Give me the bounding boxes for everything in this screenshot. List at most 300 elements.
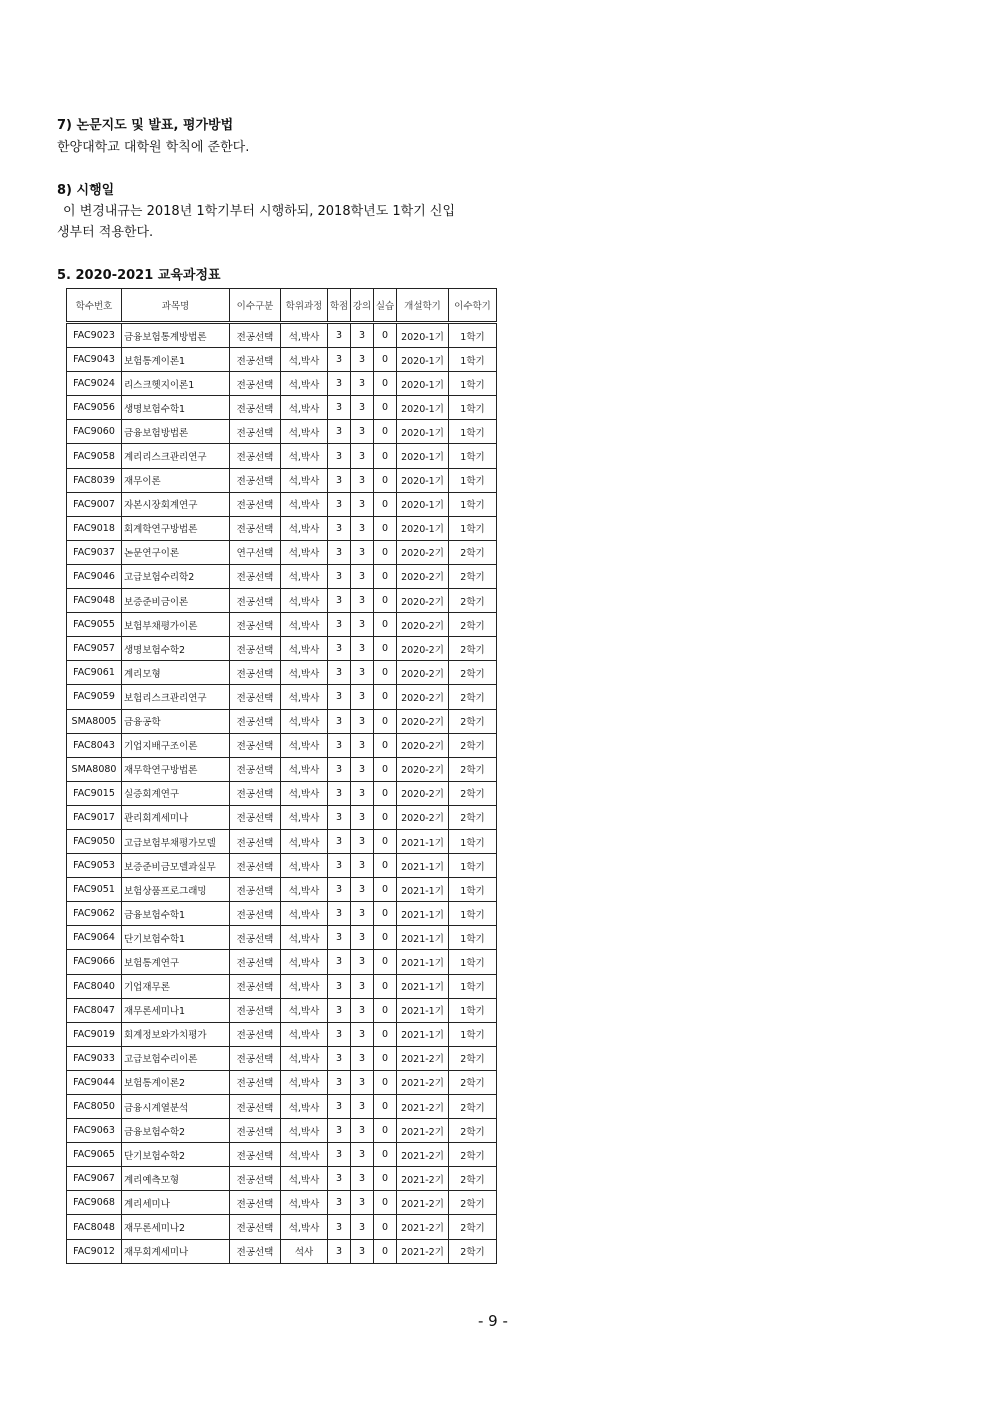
credits-cell: 3 (328, 1022, 351, 1046)
category-cell: 전공선택 (230, 757, 281, 781)
table-row (67, 540, 497, 564)
category-cell: 전공선택 (230, 950, 281, 974)
category-cell: 전공선택 (230, 1191, 281, 1215)
course-code-cell: FAC9023 (67, 323, 122, 348)
category-cell: 전공선택 (230, 661, 281, 685)
table-row (67, 781, 497, 805)
degree-cell: 석,박사 (281, 1022, 328, 1046)
credits-cell: 3 (328, 637, 351, 661)
category-cell: 전공선택 (230, 613, 281, 637)
category-cell: 전공선택 (230, 420, 281, 444)
open-term-cell: 2021-2기 (397, 1070, 449, 1094)
take-term-cell: 1학기 (449, 998, 497, 1022)
take-term-cell: 2학기 (449, 1095, 497, 1119)
category-cell: 전공선택 (230, 1070, 281, 1094)
credits-cell: 3 (328, 323, 351, 348)
degree-cell: 석,박사 (281, 685, 328, 709)
course-name-cell: 금융보험수학2 (122, 1119, 230, 1143)
table-row (67, 1022, 497, 1046)
category-cell: 전공선택 (230, 1022, 281, 1046)
course-code-cell: FAC8043 (67, 733, 122, 757)
degree-cell: 석,박사 (281, 854, 328, 878)
table-row (67, 757, 497, 781)
practice-cell: 0 (374, 661, 397, 685)
open-term-cell: 2021-2기 (397, 1215, 449, 1239)
open-term-cell: 2021-2기 (397, 1191, 449, 1215)
course-code-cell: FAC8039 (67, 468, 122, 492)
header-category: 이수구분 (230, 289, 281, 323)
header-practice: 실습 (374, 289, 397, 323)
page-number: - 9 - (478, 1312, 508, 1330)
category-cell: 전공선택 (230, 974, 281, 998)
category-cell: 전공선택 (230, 902, 281, 926)
take-term-cell: 2학기 (449, 1070, 497, 1094)
table-row (67, 1215, 497, 1239)
credits-cell: 3 (328, 902, 351, 926)
lecture-cell: 3 (351, 974, 374, 998)
open-term-cell: 2020-2기 (397, 564, 449, 588)
table-row (67, 323, 497, 348)
table-row (67, 468, 497, 492)
credits-cell: 3 (328, 1095, 351, 1119)
degree-cell: 석,박사 (281, 564, 328, 588)
course-name-cell: 재무론세미나1 (122, 998, 230, 1022)
category-cell: 전공선택 (230, 709, 281, 733)
open-term-cell: 2020-1기 (397, 372, 449, 396)
table-row (67, 974, 497, 998)
credits-cell: 3 (328, 950, 351, 974)
lecture-cell: 3 (351, 757, 374, 781)
degree-cell: 석,박사 (281, 1143, 328, 1167)
table-row (67, 516, 497, 540)
category-cell: 전공선택 (230, 998, 281, 1022)
category-cell: 전공선택 (230, 781, 281, 805)
take-term-cell: 2학기 (449, 637, 497, 661)
table-row (67, 637, 497, 661)
section-8-line-1: 이 변경내규는 2018년 1학기부터 시행하되, 2018학년도 1학기 신입 (63, 204, 456, 219)
table-row (67, 1239, 497, 1263)
course-code-cell: FAC9050 (67, 829, 122, 853)
take-term-cell: 1학기 (449, 468, 497, 492)
degree-cell: 석,박사 (281, 1215, 328, 1239)
open-term-cell: 2021-2기 (397, 1119, 449, 1143)
course-name-cell: 기업지배구조이론 (122, 733, 230, 757)
practice-cell: 0 (374, 1119, 397, 1143)
table-row (67, 1070, 497, 1094)
course-name-cell: 금융보험수학1 (122, 902, 230, 926)
take-term-cell: 2학기 (449, 661, 497, 685)
table-row (67, 1095, 497, 1119)
open-term-cell: 2020-2기 (397, 805, 449, 829)
category-cell: 전공선택 (230, 323, 281, 348)
category-cell: 전공선택 (230, 348, 281, 372)
degree-cell: 석,박사 (281, 637, 328, 661)
credits-cell: 3 (328, 1215, 351, 1239)
course-code-cell: FAC9033 (67, 1046, 122, 1070)
lecture-cell: 3 (351, 1239, 374, 1263)
degree-cell: 석,박사 (281, 589, 328, 613)
course-name-cell: 관리회계세미나 (122, 805, 230, 829)
take-term-cell: 1학기 (449, 323, 497, 348)
take-term-cell: 1학기 (449, 396, 497, 420)
take-term-cell: 2학기 (449, 540, 497, 564)
table-row (67, 926, 497, 950)
open-term-cell: 2021-2기 (397, 1046, 449, 1070)
practice-cell: 0 (374, 589, 397, 613)
course-name-cell: 단기보험수학2 (122, 1143, 230, 1167)
course-code-cell: FAC9066 (67, 950, 122, 974)
course-name-cell: 재무이론 (122, 468, 230, 492)
category-cell: 전공선택 (230, 396, 281, 420)
practice-cell: 0 (374, 878, 397, 902)
table-row (67, 1143, 497, 1167)
open-term-cell: 2021-1기 (397, 974, 449, 998)
lecture-cell: 3 (351, 805, 374, 829)
take-term-cell: 2학기 (449, 1167, 497, 1191)
table-row (67, 950, 497, 974)
take-term-cell: 1학기 (449, 854, 497, 878)
table-row (67, 1119, 497, 1143)
practice-cell: 0 (374, 1239, 397, 1263)
course-name-cell: 회계학연구방법론 (122, 516, 230, 540)
take-term-cell: 2학기 (449, 1143, 497, 1167)
table-header-row (67, 289, 497, 323)
lecture-cell: 3 (351, 323, 374, 348)
practice-cell: 0 (374, 902, 397, 926)
lecture-cell: 3 (351, 1022, 374, 1046)
course-name-cell: 보험통계연구 (122, 950, 230, 974)
course-code-cell: FAC9019 (67, 1022, 122, 1046)
course-code-cell: FAC9044 (67, 1070, 122, 1094)
curriculum-table (66, 288, 497, 1264)
course-name-cell: 계리리스크관리연구 (122, 444, 230, 468)
course-name-cell: 생명보험수학1 (122, 396, 230, 420)
take-term-cell: 1학기 (449, 372, 497, 396)
take-term-cell: 1학기 (449, 420, 497, 444)
course-name-cell: 재무론세미나2 (122, 1215, 230, 1239)
credits-cell: 3 (328, 564, 351, 588)
course-name-cell: 금융시계열분석 (122, 1095, 230, 1119)
degree-cell: 석,박사 (281, 540, 328, 564)
degree-cell: 석,박사 (281, 348, 328, 372)
header-course-name: 과목명 (122, 289, 230, 323)
open-term-cell: 2020-1기 (397, 444, 449, 468)
category-cell: 전공선택 (230, 637, 281, 661)
open-term-cell: 2021-1기 (397, 902, 449, 926)
open-term-cell: 2021-1기 (397, 950, 449, 974)
credits-cell: 3 (328, 516, 351, 540)
credits-cell: 3 (328, 589, 351, 613)
lecture-cell: 3 (351, 492, 374, 516)
lecture-cell: 3 (351, 396, 374, 420)
open-term-cell: 2020-1기 (397, 420, 449, 444)
course-name-cell: 보험상품프로그래밍 (122, 878, 230, 902)
degree-cell: 석,박사 (281, 829, 328, 853)
credits-cell: 3 (328, 372, 351, 396)
category-cell: 전공선택 (230, 1167, 281, 1191)
lecture-cell: 3 (351, 637, 374, 661)
category-cell: 전공선택 (230, 1046, 281, 1070)
degree-cell: 석,박사 (281, 1095, 328, 1119)
category-cell: 전공선택 (230, 516, 281, 540)
practice-cell: 0 (374, 1070, 397, 1094)
credits-cell: 3 (328, 998, 351, 1022)
course-name-cell: 보험부채평가이론 (122, 613, 230, 637)
take-term-cell: 1학기 (449, 950, 497, 974)
credits-cell: 3 (328, 685, 351, 709)
degree-cell: 석,박사 (281, 1046, 328, 1070)
degree-cell: 석사 (281, 1239, 328, 1263)
course-code-cell: FAC9057 (67, 637, 122, 661)
open-term-cell: 2021-1기 (397, 1022, 449, 1046)
credits-cell: 3 (328, 1046, 351, 1070)
category-cell: 전공선택 (230, 492, 281, 516)
take-term-cell: 2학기 (449, 1046, 497, 1070)
course-code-cell: FAC9012 (67, 1239, 122, 1263)
practice-cell: 0 (374, 492, 397, 516)
course-name-cell: 계리예측모형 (122, 1167, 230, 1191)
open-term-cell: 2020-1기 (397, 492, 449, 516)
table-row (67, 396, 497, 420)
lecture-cell: 3 (351, 564, 374, 588)
lecture-cell: 3 (351, 878, 374, 902)
credits-cell: 3 (328, 1119, 351, 1143)
category-cell: 연구선택 (230, 540, 281, 564)
table-row (67, 564, 497, 588)
section-7-heading: 7) 논문지도 및 발표, 평가방법 (57, 118, 234, 133)
open-term-cell: 2020-1기 (397, 348, 449, 372)
take-term-cell: 2학기 (449, 685, 497, 709)
credits-cell: 3 (328, 661, 351, 685)
course-code-cell: FAC9067 (67, 1167, 122, 1191)
course-name-cell: 금융공학 (122, 709, 230, 733)
lecture-cell: 3 (351, 372, 374, 396)
degree-cell: 석,박사 (281, 468, 328, 492)
practice-cell: 0 (374, 396, 397, 420)
open-term-cell: 2021-1기 (397, 829, 449, 853)
course-name-cell: 보험리스크관리연구 (122, 685, 230, 709)
credits-cell: 3 (328, 468, 351, 492)
lecture-cell: 3 (351, 854, 374, 878)
category-cell: 전공선택 (230, 733, 281, 757)
practice-cell: 0 (374, 420, 397, 444)
credits-cell: 3 (328, 444, 351, 468)
table-row (67, 348, 497, 372)
category-cell: 전공선택 (230, 805, 281, 829)
take-term-cell: 2학기 (449, 757, 497, 781)
table-row (67, 1046, 497, 1070)
practice-cell: 0 (374, 1167, 397, 1191)
course-name-cell: 논문연구이론 (122, 540, 230, 564)
open-term-cell: 2020-2기 (397, 661, 449, 685)
practice-cell: 0 (374, 998, 397, 1022)
course-name-cell: 회계정보와가치평가 (122, 1022, 230, 1046)
course-code-cell: FAC9064 (67, 926, 122, 950)
course-name-cell: 단기보험수학1 (122, 926, 230, 950)
category-cell: 전공선택 (230, 1119, 281, 1143)
course-name-cell: 자본시장회계연구 (122, 492, 230, 516)
open-term-cell: 2020-1기 (397, 516, 449, 540)
practice-cell: 0 (374, 468, 397, 492)
degree-cell: 석,박사 (281, 516, 328, 540)
course-code-cell: FAC9037 (67, 540, 122, 564)
degree-cell: 석,박사 (281, 444, 328, 468)
table-row (67, 613, 497, 637)
take-term-cell: 2학기 (449, 733, 497, 757)
open-term-cell: 2020-1기 (397, 396, 449, 420)
lecture-cell: 3 (351, 613, 374, 637)
practice-cell: 0 (374, 829, 397, 853)
degree-cell: 석,박사 (281, 372, 328, 396)
practice-cell: 0 (374, 444, 397, 468)
degree-cell: 석,박사 (281, 1167, 328, 1191)
open-term-cell: 2021-1기 (397, 926, 449, 950)
category-cell: 전공선택 (230, 372, 281, 396)
open-term-cell: 2020-2기 (397, 540, 449, 564)
table-row (67, 420, 497, 444)
practice-cell: 0 (374, 613, 397, 637)
practice-cell: 0 (374, 733, 397, 757)
lecture-cell: 3 (351, 661, 374, 685)
take-term-cell: 2학기 (449, 589, 497, 613)
course-code-cell: FAC9007 (67, 492, 122, 516)
lecture-cell: 3 (351, 902, 374, 926)
table-row (67, 685, 497, 709)
open-term-cell: 2021-1기 (397, 878, 449, 902)
category-cell: 전공선택 (230, 1143, 281, 1167)
course-name-cell: 보험통계이론1 (122, 348, 230, 372)
table-row (67, 1191, 497, 1215)
open-term-cell: 2020-1기 (397, 468, 449, 492)
degree-cell: 석,박사 (281, 1119, 328, 1143)
lecture-cell: 3 (351, 1095, 374, 1119)
category-cell: 전공선택 (230, 589, 281, 613)
lecture-cell: 3 (351, 589, 374, 613)
open-term-cell: 2021-1기 (397, 854, 449, 878)
credits-cell: 3 (328, 757, 351, 781)
take-term-cell: 1학기 (449, 444, 497, 468)
lecture-cell: 3 (351, 709, 374, 733)
lecture-cell: 3 (351, 516, 374, 540)
lecture-cell: 3 (351, 348, 374, 372)
credits-cell: 3 (328, 1167, 351, 1191)
degree-cell: 석,박사 (281, 396, 328, 420)
degree-cell: 석,박사 (281, 998, 328, 1022)
degree-cell: 석,박사 (281, 492, 328, 516)
practice-cell: 0 (374, 974, 397, 998)
course-code-cell: FAC9060 (67, 420, 122, 444)
take-term-cell: 1학기 (449, 926, 497, 950)
take-term-cell: 1학기 (449, 348, 497, 372)
table-row (67, 805, 497, 829)
open-term-cell: 2021-2기 (397, 1143, 449, 1167)
practice-cell: 0 (374, 685, 397, 709)
category-cell: 전공선택 (230, 685, 281, 709)
table-row (67, 372, 497, 396)
credits-cell: 3 (328, 1191, 351, 1215)
table-row (67, 589, 497, 613)
degree-cell: 석,박사 (281, 781, 328, 805)
open-term-cell: 2020-2기 (397, 709, 449, 733)
course-name-cell: 리스크헷지이론1 (122, 372, 230, 396)
category-cell: 전공선택 (230, 926, 281, 950)
table-row (67, 444, 497, 468)
course-name-cell: 보증준비금모델과실무 (122, 854, 230, 878)
credits-cell: 3 (328, 540, 351, 564)
practice-cell: 0 (374, 516, 397, 540)
credits-cell: 3 (328, 348, 351, 372)
category-cell: 전공선택 (230, 854, 281, 878)
take-term-cell: 1학기 (449, 492, 497, 516)
degree-cell: 석,박사 (281, 950, 328, 974)
degree-cell: 석,박사 (281, 1191, 328, 1215)
degree-cell: 석,박사 (281, 878, 328, 902)
open-term-cell: 2020-2기 (397, 613, 449, 637)
take-term-cell: 1학기 (449, 829, 497, 853)
take-term-cell: 1학기 (449, 902, 497, 926)
degree-cell: 석,박사 (281, 974, 328, 998)
take-term-cell: 2학기 (449, 1239, 497, 1263)
course-code-cell: FAC8040 (67, 974, 122, 998)
category-cell: 전공선택 (230, 1215, 281, 1239)
degree-cell: 석,박사 (281, 902, 328, 926)
category-cell: 전공선택 (230, 468, 281, 492)
credits-cell: 3 (328, 420, 351, 444)
category-cell: 전공선택 (230, 1095, 281, 1119)
header-take-term: 이수학기 (449, 289, 497, 323)
take-term-cell: 2학기 (449, 709, 497, 733)
practice-cell: 0 (374, 1191, 397, 1215)
open-term-cell: 2020-2기 (397, 637, 449, 661)
practice-cell: 0 (374, 1095, 397, 1119)
course-name-cell: 금융보험방법론 (122, 420, 230, 444)
header-degree: 학위과정 (281, 289, 328, 323)
course-code-cell: FAC9015 (67, 781, 122, 805)
take-term-cell: 2학기 (449, 781, 497, 805)
category-cell: 전공선택 (230, 564, 281, 588)
degree-cell: 석,박사 (281, 733, 328, 757)
open-term-cell: 2020-1기 (397, 323, 449, 348)
course-name-cell: 실증회계연구 (122, 781, 230, 805)
degree-cell: 석,박사 (281, 420, 328, 444)
credits-cell: 3 (328, 878, 351, 902)
course-code-cell: SMA8005 (67, 709, 122, 733)
header-open-term: 개설학기 (397, 289, 449, 323)
degree-cell: 석,박사 (281, 709, 328, 733)
table-row (67, 829, 497, 853)
table-row (67, 1167, 497, 1191)
header-credits: 학점 (328, 289, 351, 323)
degree-cell: 석,박사 (281, 1070, 328, 1094)
credits-cell: 3 (328, 1143, 351, 1167)
open-term-cell: 2020-2기 (397, 733, 449, 757)
course-code-cell: FAC9068 (67, 1191, 122, 1215)
credits-cell: 3 (328, 974, 351, 998)
practice-cell: 0 (374, 323, 397, 348)
category-cell: 전공선택 (230, 878, 281, 902)
credits-cell: 3 (328, 709, 351, 733)
course-name-cell: 계리모형 (122, 661, 230, 685)
practice-cell: 0 (374, 709, 397, 733)
lecture-cell: 3 (351, 685, 374, 709)
lecture-cell: 3 (351, 540, 374, 564)
degree-cell: 석,박사 (281, 926, 328, 950)
course-code-cell: SMA8080 (67, 757, 122, 781)
course-code-cell: FAC9056 (67, 396, 122, 420)
degree-cell: 석,박사 (281, 323, 328, 348)
practice-cell: 0 (374, 1046, 397, 1070)
open-term-cell: 2021-1기 (397, 998, 449, 1022)
